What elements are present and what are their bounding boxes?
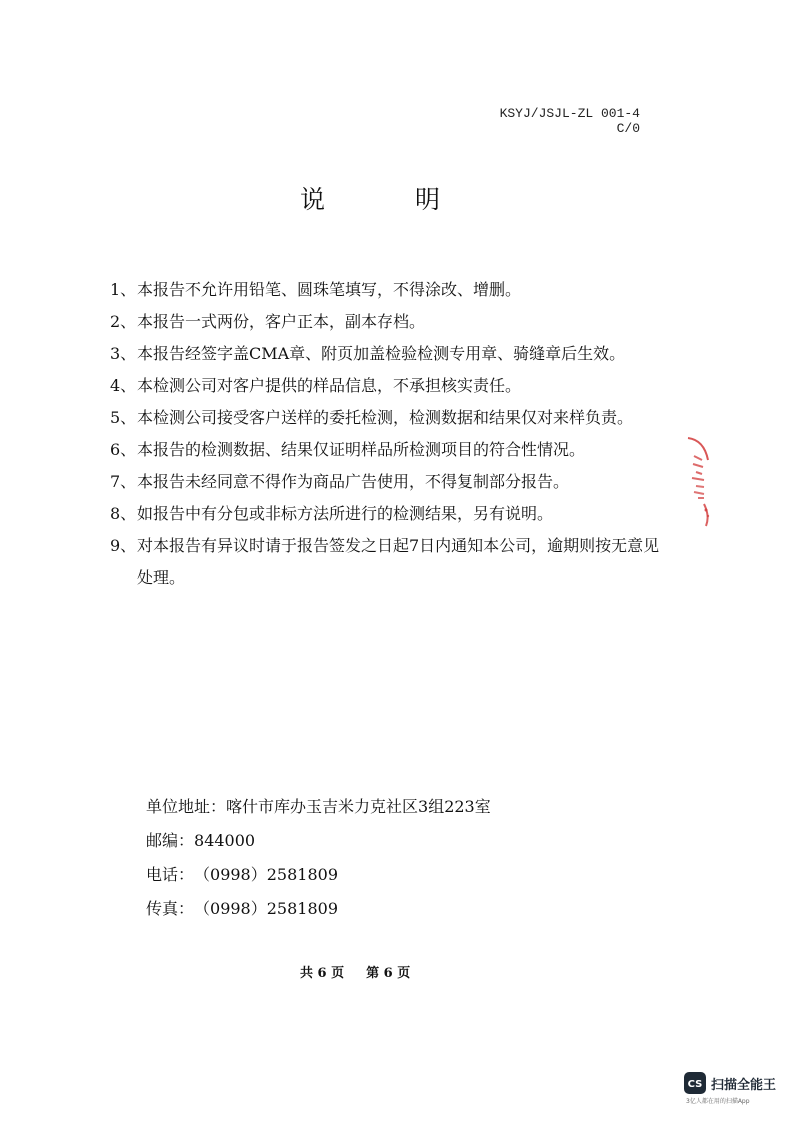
page-title bbox=[300, 180, 440, 216]
title-char-1: 说 bbox=[300, 185, 326, 214]
note-number: 1、 bbox=[110, 280, 137, 299]
note-item bbox=[110, 530, 670, 594]
note-number: 9、 bbox=[110, 536, 137, 555]
note-number: 2、 bbox=[110, 312, 137, 331]
phone-value: （0998）2581809 bbox=[194, 865, 338, 884]
phone-label: 电话： bbox=[146, 865, 195, 884]
note-text: 本报告一式两份，客户正本，副本存档。 bbox=[137, 312, 426, 331]
note-number: 3、 bbox=[110, 344, 137, 363]
address-row bbox=[146, 790, 596, 824]
contact-info bbox=[146, 790, 596, 926]
note-text: 本报告未经同意不得作为商品广告使用，不得复制部分报告。 bbox=[137, 472, 570, 491]
current-page: 第 6 页 bbox=[366, 966, 411, 981]
document-code: KSYJ/JSJL-ZL 001-4 C/0 bbox=[499, 106, 640, 136]
fax-row bbox=[146, 892, 596, 926]
note-text: 本检测公司接受客户送样的委托检测，检测数据和结果仅对来样负责。 bbox=[137, 408, 634, 427]
scanner-brand-name: 扫描全能王 bbox=[711, 1077, 777, 1093]
note-number: 6、 bbox=[110, 440, 137, 459]
note-text: 本报告经签字盖CMA章、附页加盖检验检测专用章、骑缝章后生效。 bbox=[137, 344, 626, 363]
note-item bbox=[110, 466, 670, 498]
note-text: 对本报告有异议时请于报告签发之日起7日内通知本公司，逾期则按无意见处理。 bbox=[137, 536, 660, 587]
scanner-logo-text: CS bbox=[687, 1079, 703, 1090]
note-number: 7、 bbox=[110, 472, 137, 491]
seam-stamp-icon bbox=[684, 430, 714, 530]
note-text: 本报告的检测数据、结果仅证明样品所检测项目的符合性情况。 bbox=[137, 440, 586, 459]
address-value: 喀什市库办玉吉米力克社区3组223室 bbox=[226, 797, 491, 816]
total-pages: 共 6 页 bbox=[300, 966, 345, 981]
note-number: 8、 bbox=[110, 504, 137, 523]
page-footer bbox=[300, 962, 450, 981]
note-item bbox=[110, 498, 670, 530]
note-number: 5、 bbox=[110, 408, 137, 427]
scanner-logo-icon bbox=[684, 1072, 706, 1094]
title-char-2: 明 bbox=[414, 185, 440, 214]
postcode-label: 邮编： bbox=[146, 831, 195, 850]
note-item bbox=[110, 338, 670, 370]
address-label: 单位地址： bbox=[146, 797, 227, 816]
scanner-watermark bbox=[684, 1072, 784, 1116]
note-item bbox=[110, 274, 670, 306]
note-item bbox=[110, 434, 670, 466]
fax-label: 传真： bbox=[146, 899, 195, 918]
notes-list bbox=[110, 274, 670, 594]
note-item bbox=[110, 306, 670, 338]
scanner-slogan: 3亿人都在用的扫描App bbox=[686, 1098, 750, 1105]
note-number: 4、 bbox=[110, 376, 137, 395]
note-text: 本报告不允许用铅笔、圆珠笔填写，不得涂改、增删。 bbox=[137, 280, 522, 299]
postcode-value: 844000 bbox=[194, 831, 256, 850]
note-item bbox=[110, 370, 670, 402]
note-text: 本检测公司对客户提供的样品信息，不承担核实责任。 bbox=[137, 376, 522, 395]
phone-row bbox=[146, 858, 596, 892]
postcode-row bbox=[146, 824, 596, 858]
fax-value: （0998）2581809 bbox=[194, 899, 338, 918]
note-item bbox=[110, 402, 670, 434]
note-text: 如报告中有分包或非标方法所进行的检测结果，另有说明。 bbox=[137, 504, 554, 523]
